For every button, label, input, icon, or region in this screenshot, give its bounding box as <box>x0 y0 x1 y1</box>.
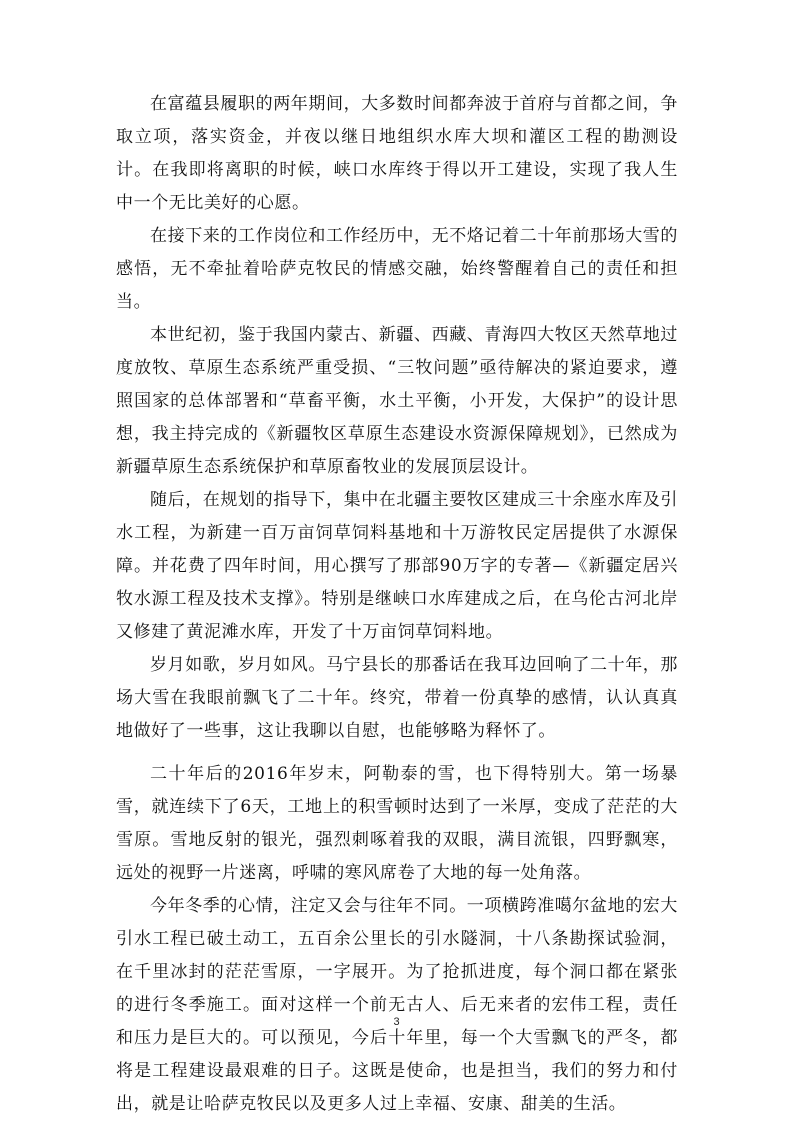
paragraph-3: 本世纪初，鉴于我国内蒙古、新疆、西藏、青海四大牧区天然草地过度放牧、草原生态系统严重受损、“三牧问题”亟待解决的紧迫要求，遵照国家的总体部署和“草畜平衡，水土平衡，小开发，大保护”的设计思想，我主持完成的《新疆牧区草原生态建设水资源保障规划》，已然成为新疆草原生态系统保护和草原畜牧业的发展顶层设计。 <box>116 325 678 477</box>
paragraph-1: 在富蕴县履职的两年期间，大多数时间都奔波于首府与首都之间，争取立项，落实资金，并夜以继日地组织水库大坝和灌区工程的勘测设计。在我即将离职的时候，峡口水库终于得以开工建设，实现了我人生中一个无比美好的心愿。 <box>116 94 678 213</box>
body-text <box>116 88 678 1121</box>
paragraph-2: 在接下来的工作岗位和工作经历中，无不烙记着二十年前那场大雪的感悟，无不牵扯着哈萨克牧民的情感交融，始终警醒着自己的责任和担当。 <box>116 226 678 312</box>
paragraph-7: 今年冬季的心情，注定又会与往年不同。一项横跨准噶尔盆地的宏大引水工程已破土动工，五百余公里长的引水隧洞，十八条勘探试验洞，在千里冰封的茫茫雪原，一字展开。为了抢抓进度，每个洞口都在紧张的进行冬季施工。面对这样一个前无古人、后无来者的宏伟工程，责任和压力是巨大的。可以预见，今后十年里，每一个大雪飘飞的严冬，都将是工程建设最艰难的日子。这既是使命，也是担当，我们的努力和付出，就是让哈萨克牧民以及更多人过上幸福、安康、甜美的生活。 <box>116 896 678 1114</box>
paragraph-6: 二十年后的2016年岁末，阿勒泰的雪，也下得特别大。第一场暴雪，就连续下了6天，工地上的积雪顿时达到了一米厚，变成了茫茫的大雪原。雪地反射的银光，强烈刺啄着我的双眼，满目流银，四野飘寒，远处的视野一片迷离，呼啸的寒风席卷了大地的每一处角落。 <box>116 764 678 883</box>
paragraph-4: 随后，在规划的指导下，集中在北疆主要牧区建成三十余座水库及引水工程，为新建一百万亩饲草饲料基地和十万游牧民定居提供了水源保障。并花费了四年时间，用心撰写了那部90万字的专著—《新疆定居兴牧水源工程及技术支撑》。特别是继峡口水库建成之后，在乌伦古河北岸又修建了黄泥滩水库，开发了十万亩饲草饲料地。 <box>116 490 678 642</box>
page-number: 3 <box>393 1016 400 1028</box>
paragraph-5: 岁月如歌，岁月如风。马宁县长的那番话在我耳边回响了二十年，那场大雪在我眼前飘飞了二十年。终究，带着一份真挚的感情，认认真真地做好了一些事，这让我聊以自慰，也能够略为释怀了。 <box>116 655 678 741</box>
